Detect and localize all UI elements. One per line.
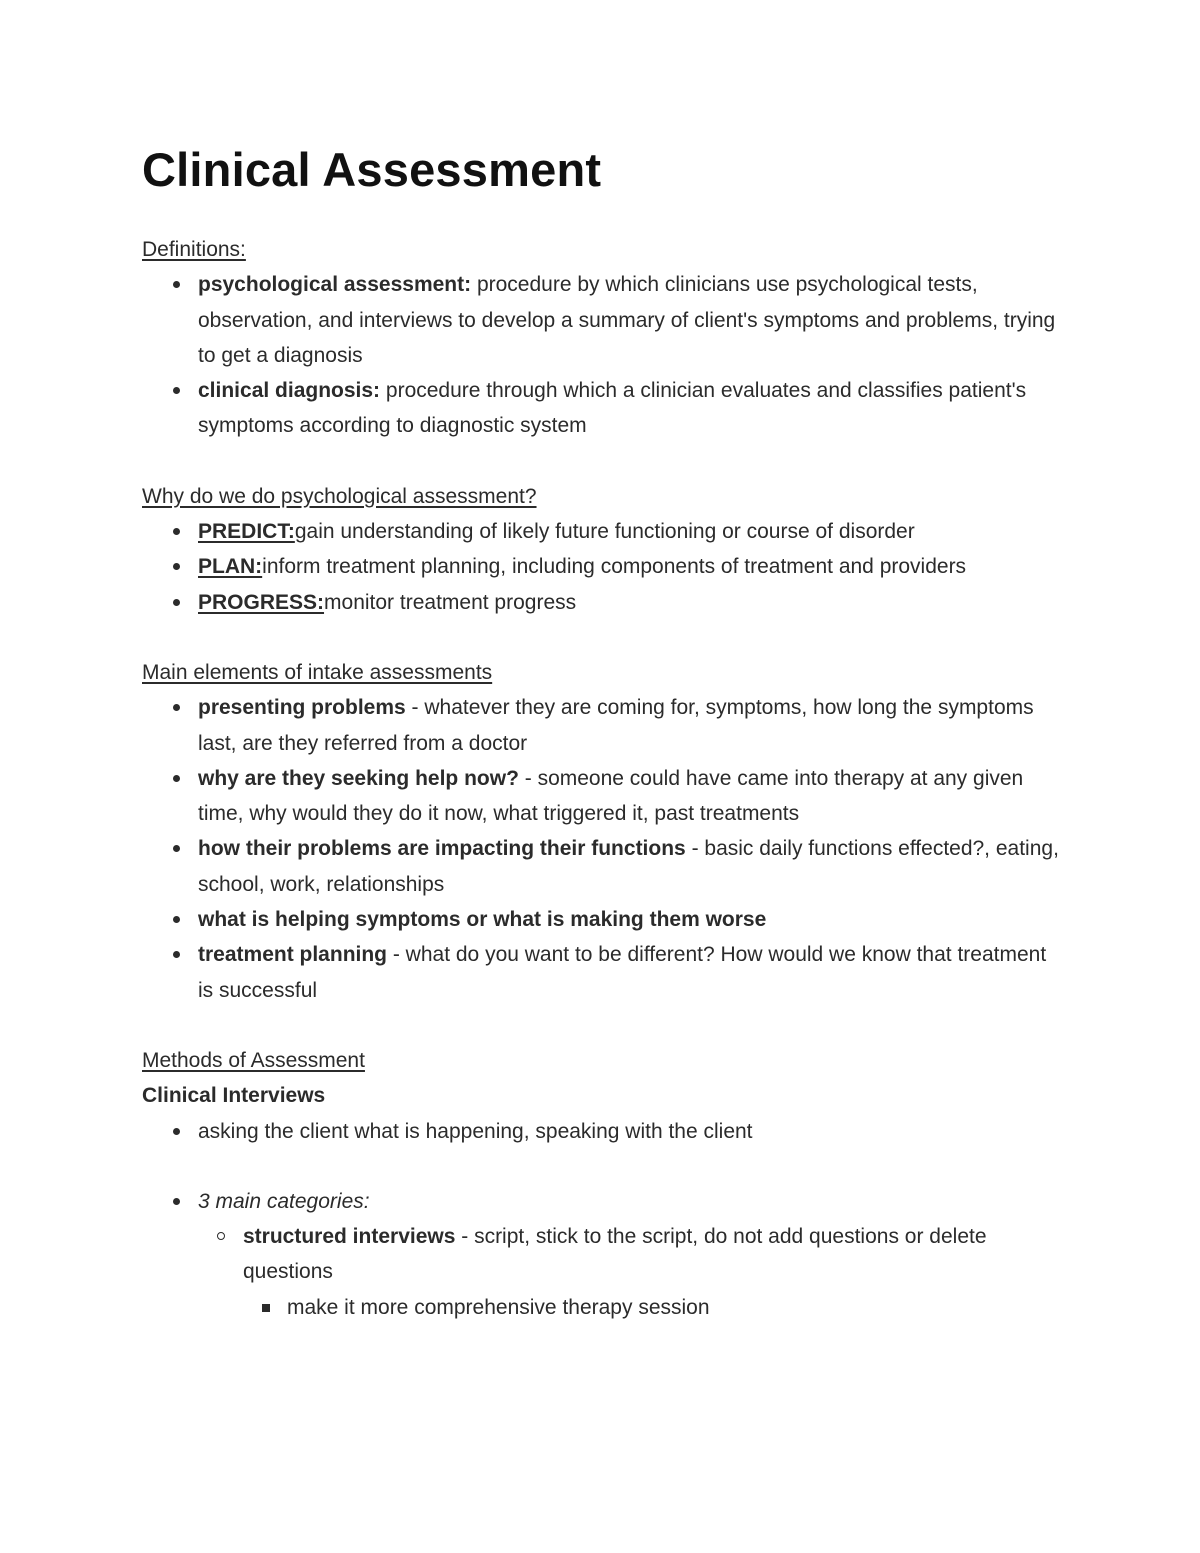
list-item bbox=[142, 690, 1062, 761]
methods-section bbox=[142, 1043, 1062, 1325]
clinical-interviews-subheading: Clinical Interviews bbox=[142, 1084, 326, 1108]
why-section bbox=[142, 479, 1062, 620]
methods-heading: Methods of Assessment bbox=[142, 1048, 365, 1072]
item-text: - basic daily functions effected?, eating, school, work, relationships bbox=[198, 837, 1059, 896]
item-text: asking the client what is happening, speaking with the client bbox=[198, 1119, 753, 1143]
document-page bbox=[142, 142, 1062, 1325]
item-term: psychological assessment: bbox=[198, 273, 472, 297]
list-item bbox=[142, 902, 1062, 937]
item-text: inform treatment planning, including components of treatment and providers bbox=[262, 555, 967, 579]
item-text: make it more comprehensive therapy session bbox=[287, 1295, 710, 1319]
methods-list bbox=[142, 1114, 1062, 1149]
list-item bbox=[142, 549, 1062, 584]
item-term: what is helping symptoms or what is making them worse bbox=[198, 908, 767, 932]
list-item bbox=[142, 373, 1062, 444]
item-text: - whatever they are coming for, symptoms, how long the symptoms last, are they referred from a doctor bbox=[198, 696, 1034, 755]
item-text: procedure through which a clinician evaluates and classifies patient's symptoms according to diagnostic system bbox=[198, 379, 1027, 438]
item-text: procedure by which clinicians use psychological tests, observation, and interviews to develop a summary of client's symptoms and problems, trying to get a diagnosis bbox=[198, 273, 1056, 367]
definitions-heading: Definitions: bbox=[142, 238, 246, 261]
item-term: structured interviews bbox=[243, 1225, 456, 1249]
list-item bbox=[142, 1184, 1062, 1219]
page-title: Clinical Assessment bbox=[142, 143, 602, 196]
item-term: how their problems are impacting their functions bbox=[198, 837, 686, 861]
intake-section bbox=[142, 655, 1062, 1008]
definitions-section bbox=[142, 232, 1062, 444]
list-item bbox=[142, 514, 1062, 549]
definitions-list bbox=[142, 267, 1062, 443]
item-text: 3 main categories: bbox=[198, 1189, 370, 1213]
item-text: gain understanding of likely future functioning or course of disorder bbox=[294, 520, 915, 544]
structured-interviews-sublist bbox=[142, 1290, 1062, 1325]
item-text: - what do you want to be different? How would we know that treatment is successful bbox=[198, 943, 1047, 1002]
categories-sublist bbox=[142, 1219, 1062, 1290]
spacer bbox=[142, 1149, 1062, 1184]
item-term: PREDICT: bbox=[198, 520, 295, 544]
categories-list bbox=[142, 1184, 1062, 1219]
list-item bbox=[142, 937, 1062, 1008]
item-term: PLAN: bbox=[198, 555, 263, 579]
list-item bbox=[142, 831, 1062, 902]
item-term: presenting problems bbox=[198, 696, 406, 720]
item-text: - someone could have came into therapy at any given time, why would they do it now, what triggered it, past treatments bbox=[198, 766, 1024, 826]
why-heading: Why do we do psychological assessment? bbox=[142, 484, 537, 508]
list-item bbox=[142, 1219, 1062, 1290]
item-term: why are they seeking help now? bbox=[198, 766, 519, 790]
list-item bbox=[142, 267, 1062, 373]
item-text: - script, stick to the script, do not add questions or delete questions bbox=[243, 1225, 987, 1284]
item-term: treatment planning bbox=[198, 943, 388, 967]
list-item bbox=[142, 761, 1062, 832]
list-item bbox=[142, 1290, 1062, 1325]
item-term: clinical diagnosis: bbox=[198, 379, 381, 403]
item-term: PROGRESS: bbox=[198, 590, 325, 614]
item-text: monitor treatment progress bbox=[324, 590, 577, 614]
intake-heading: Main elements of intake assessments bbox=[142, 660, 493, 684]
list-item bbox=[142, 585, 1062, 620]
intake-list bbox=[142, 690, 1062, 1008]
why-list bbox=[142, 514, 1062, 620]
list-item bbox=[142, 1114, 1062, 1149]
